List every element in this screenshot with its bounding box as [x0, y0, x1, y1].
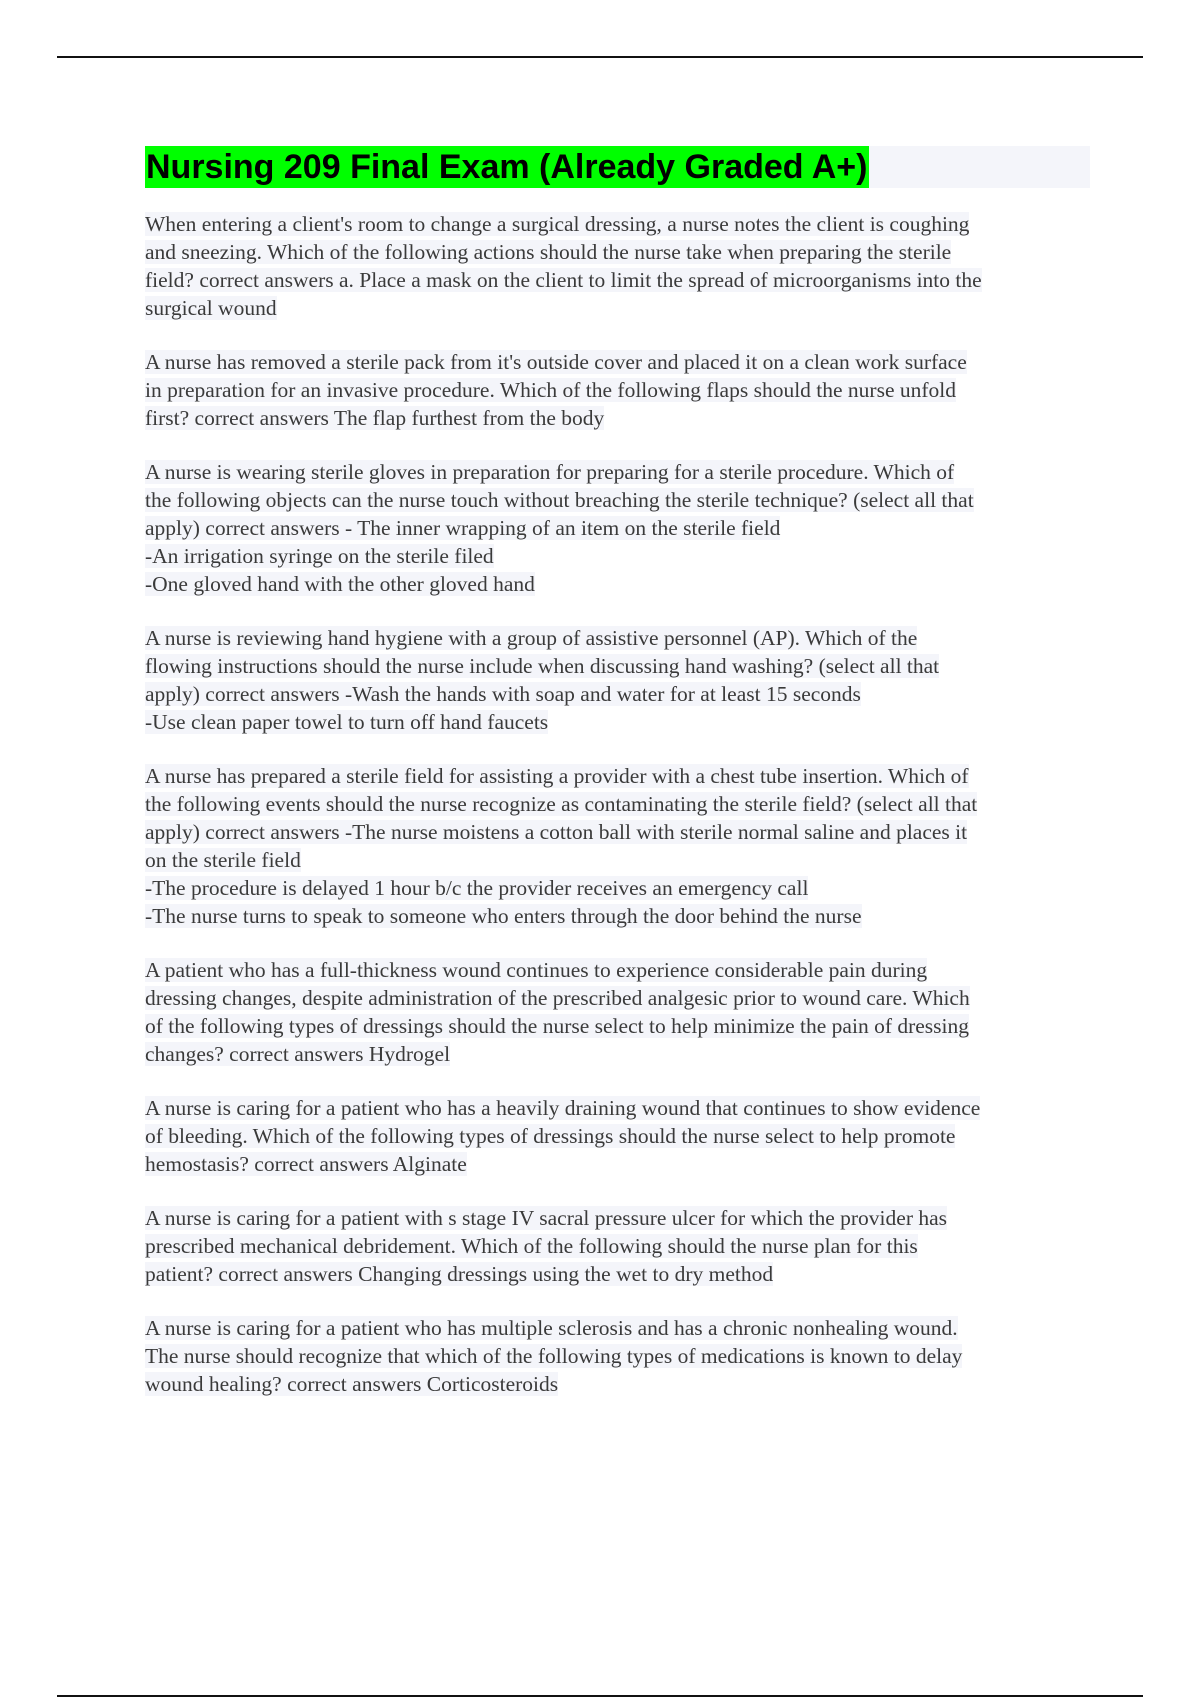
- text-line-content: hemostasis? correct answers Alginate: [145, 1152, 467, 1176]
- text-line: [145, 1122, 1090, 1150]
- text-line: [145, 210, 1090, 238]
- text-line-content: A nurse is reviewing hand hygiene with a group of assistive personnel (AP). Which of the: [145, 626, 918, 650]
- text-line: [145, 956, 1090, 984]
- text-line-content: -One gloved hand with the other gloved hand: [145, 572, 535, 596]
- text-line: [145, 1204, 1090, 1232]
- text-line: [145, 708, 1090, 736]
- text-line-content: -The procedure is delayed 1 hour b/c the provider receives an emergency call: [145, 876, 809, 900]
- text-line: [145, 1370, 1090, 1398]
- text-line-content: When entering a client's room to change a surgical dressing, a nurse notes the client is coughing: [145, 212, 970, 236]
- text-line: [145, 1232, 1090, 1260]
- text-line: [145, 652, 1090, 680]
- text-line-content: dressing changes, despite administration of the prescribed analgesic prior to wound care. Which: [145, 986, 970, 1010]
- question-block: [145, 956, 1090, 1068]
- text-line-content: changes? correct answers Hydrogel: [145, 1042, 451, 1066]
- text-line-content: prescribed mechanical debridement. Which of the following should the nurse plan for this: [145, 1234, 918, 1258]
- text-line: [145, 1094, 1090, 1122]
- question-block: [145, 1094, 1090, 1178]
- text-line-content: A nurse is caring for a patient who has multiple sclerosis and has a chronic nonhealing wound.: [145, 1316, 958, 1340]
- text-line-content: The nurse should recognize that which of the following types of medications is known to delay: [145, 1344, 963, 1368]
- text-line-content: and sneezing. Which of the following actions should the nurse take when preparing the sterile: [145, 240, 952, 264]
- bottom-rule: [57, 1695, 1143, 1697]
- text-line: [145, 570, 1090, 598]
- document-title: Nursing 209 Final Exam (Already Graded A+): [146, 148, 868, 186]
- question-block: [145, 624, 1090, 736]
- text-line-content: in preparation for an invasive procedure. Which of the following flaps should the nurse unfold: [145, 378, 957, 402]
- text-line-content: of the following types of dressings should the nurse select to help minimize the pain of dressing: [145, 1014, 970, 1038]
- question-list: [145, 210, 1090, 1398]
- text-line-content: of bleeding. Which of the following types of dressings should the nurse select to help promote: [145, 1124, 956, 1148]
- text-line: [145, 1260, 1090, 1288]
- text-line: [145, 294, 1090, 322]
- text-line-content: field? correct answers a. Place a mask on the client to limit the spread of microorganisms into the: [145, 268, 982, 292]
- text-line: [145, 1012, 1090, 1040]
- text-line: [145, 1342, 1090, 1370]
- text-line-content: patient? correct answers Changing dressings using the wet to dry method: [145, 1262, 774, 1286]
- text-line-content: A nurse is caring for a patient with s stage IV sacral pressure ulcer for which the provider has: [145, 1206, 948, 1230]
- text-line-content: -An irrigation syringe on the sterile filed: [145, 544, 494, 568]
- text-line-content: -The nurse turns to speak to someone who enters through the door behind the nurse: [145, 904, 862, 928]
- text-line: [145, 514, 1090, 542]
- top-rule: [57, 56, 1143, 58]
- text-line: [145, 542, 1090, 570]
- text-line: [145, 818, 1090, 846]
- text-line-content: A nurse is wearing sterile gloves in preparation for preparing for a sterile procedure. Which of: [145, 460, 955, 484]
- title-bar: [145, 146, 1090, 188]
- question-block: [145, 210, 1090, 322]
- text-line-content: A patient who has a full-thickness wound continues to experience considerable pain during: [145, 958, 928, 982]
- question-block: [145, 1314, 1090, 1398]
- question-block: [145, 458, 1090, 598]
- text-line-content: apply) correct answers - The inner wrapping of an item on the sterile field: [145, 516, 781, 540]
- question-block: [145, 348, 1090, 432]
- text-line: [145, 1040, 1090, 1068]
- text-line-content: -Use clean paper towel to turn off hand faucets: [145, 710, 549, 734]
- text-line: [145, 238, 1090, 266]
- text-line-content: A nurse is caring for a patient who has a heavily draining wound that continues to show evidence: [145, 1096, 981, 1120]
- text-line: [145, 680, 1090, 708]
- document-body: [145, 146, 1090, 1424]
- text-line-content: on the sterile field: [145, 848, 301, 872]
- text-line-content: first? correct answers The flap furthest from the body: [145, 406, 605, 430]
- text-line-content: flowing instructions should the nurse include when discussing hand washing? (select all that: [145, 654, 940, 678]
- text-line: [145, 266, 1090, 294]
- text-line-content: the following events should the nurse recognize as contaminating the sterile field? (select all that: [145, 792, 978, 816]
- text-line: [145, 348, 1090, 376]
- text-line: [145, 902, 1090, 930]
- text-line: [145, 874, 1090, 902]
- text-line-content: A nurse has removed a sterile pack from it's outside cover and placed it on a clean work surface: [145, 350, 967, 374]
- text-line: [145, 762, 1090, 790]
- text-line: [145, 1314, 1090, 1342]
- text-line-content: wound healing? correct answers Corticosteroids: [145, 1372, 559, 1396]
- text-line-content: surgical wound: [145, 296, 277, 320]
- text-line: [145, 458, 1090, 486]
- text-line-content: apply) correct answers -The nurse moistens a cotton ball with sterile normal saline and places it: [145, 820, 968, 844]
- text-line: [145, 624, 1090, 652]
- text-line-content: A nurse has prepared a sterile field for assisting a provider with a chest tube insertion. Which of: [145, 764, 969, 788]
- question-block: [145, 1204, 1090, 1288]
- question-block: [145, 762, 1090, 930]
- text-line: [145, 376, 1090, 404]
- text-line-content: the following objects can the nurse touch without breaching the sterile technique? (select all that: [145, 488, 974, 512]
- text-line-content: apply) correct answers -Wash the hands with soap and water for at least 15 seconds: [145, 682, 861, 706]
- text-line: [145, 1150, 1090, 1178]
- text-line: [145, 404, 1090, 432]
- text-line: [145, 846, 1090, 874]
- text-line: [145, 790, 1090, 818]
- text-line: [145, 486, 1090, 514]
- text-line: [145, 984, 1090, 1012]
